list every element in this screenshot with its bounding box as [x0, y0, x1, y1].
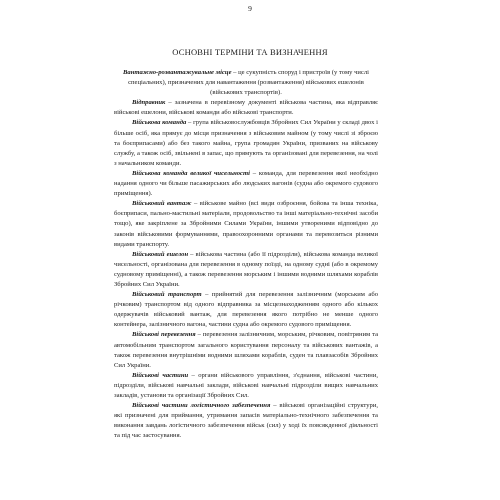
definition-paragraph	[114, 330, 378, 370]
definition-text: – група військовослужбовців Збройних Сил України у складі двох і більше осіб, яка прямує до місця призначення з військовим майном (у тому числі зі зброєю та боєприпасами) або без такого майна, група громадян України, призваних на військову службу, а також осіб, звільнені в запас, що прямують та організовані для перевезення, на чолі з начальником команди.	[114, 119, 378, 167]
definition-term: Військові частини	[132, 371, 189, 379]
definition-paragraph	[114, 290, 378, 330]
definition-term: Військовий вантаж	[132, 200, 192, 208]
definition-term: Військова команда великої чисельності	[132, 169, 250, 177]
definition-term: Військова команда	[132, 119, 187, 127]
definition-text: – військові організаційні структури, які призначені для приймання, утримання запасів матеріально-технічного забезпечення та виконання завдань логістичного забезпечення військ (сил) у ході їх повсякденної діяльності та під час застосування.	[114, 402, 378, 440]
definition-paragraph	[114, 98, 378, 118]
definition-paragraph	[114, 199, 378, 249]
definition-term: Вантажно-розвантажувальне місце	[123, 69, 232, 76]
definition-text: – військове майно (всі види озброєння, бойова та інша техніка, боєприпаси, пально-мастильні матеріали, продовольство та інші матеріально-технічні засоби тощо), яке закріплене за Збройними Силами України, іншими утвореними відповідно до законів військовими формуваннями, правоохоронними органами та перевозиться різними видами транспорту.	[114, 200, 378, 248]
definition-paragraph	[114, 169, 378, 199]
definition-text: – команда, для перевезення якої необхідно надання одного чи більше пасажирських або людських вагонів (судна або окремого судового приміщення).	[114, 169, 379, 198]
definition-paragraph	[114, 68, 378, 98]
definition-paragraph	[114, 118, 378, 168]
definition-paragraph	[114, 371, 378, 401]
page-number: 9	[248, 4, 252, 13]
definitions-list	[114, 68, 378, 441]
definition-text: – зазначена в перевізному документі військова частина, яка відправляє військові ешелони, військові команди або військові транспорти.	[114, 99, 378, 117]
definition-text: – прийнятий для перевезення залізничним (морським або річковим) транспортом від одного відправника за місцезнаходженням одного або кількох одержувачів військовий вантаж, для перевезення якого потрібно не менше одного контейнера, залізничного вагона, частини судна або окремого судового приміщення.	[114, 291, 378, 329]
definition-term: Військові частини логістичного забезпечення	[132, 402, 271, 410]
page-title: ОСНОВНІ ТЕРМІНИ ТА ВИЗНАЧЕННЯ	[172, 47, 328, 57]
definition-text: – органи військового управління, з'єднання, військові частини, підрозділи, військові навчальні заклади, військові навчальні підрозділи вищих навчальних закладів, установи та організації Збройних Сил.	[114, 371, 378, 399]
definition-term: Відправник	[132, 99, 166, 107]
definition-term: Військовий транспорт	[132, 291, 202, 299]
definition-text: – перевезення залізничним, морським, річковим, повітряним та автомобільним транспортом загального користування персоналу та військових вантажів, а також перевезення внутрішніми водними шляхами кораблів, суден та плавзасобів Збройних Сил України.	[114, 331, 379, 369]
definition-paragraph	[114, 401, 378, 441]
definition-term: Військовий ешелон	[132, 250, 189, 258]
definition-paragraph	[114, 250, 378, 290]
definition-term: Військові перевезення	[132, 331, 196, 339]
definition-text: – військова частина (або її підрозділи), військова команда великої чисельності, організована для перевезення в одному поїзді, на одному судні (або в окремому судновому приміщенні), а також перевезення морським і іншими водними шляхами кораблів Збройних Сил України.	[114, 250, 378, 288]
definition-text: – це сукупність споруд і пристроїв (у тому числі спеціальних), призначених для навантаження (розвантаження) військових ешелонів (військових транспортів).	[128, 69, 369, 97]
